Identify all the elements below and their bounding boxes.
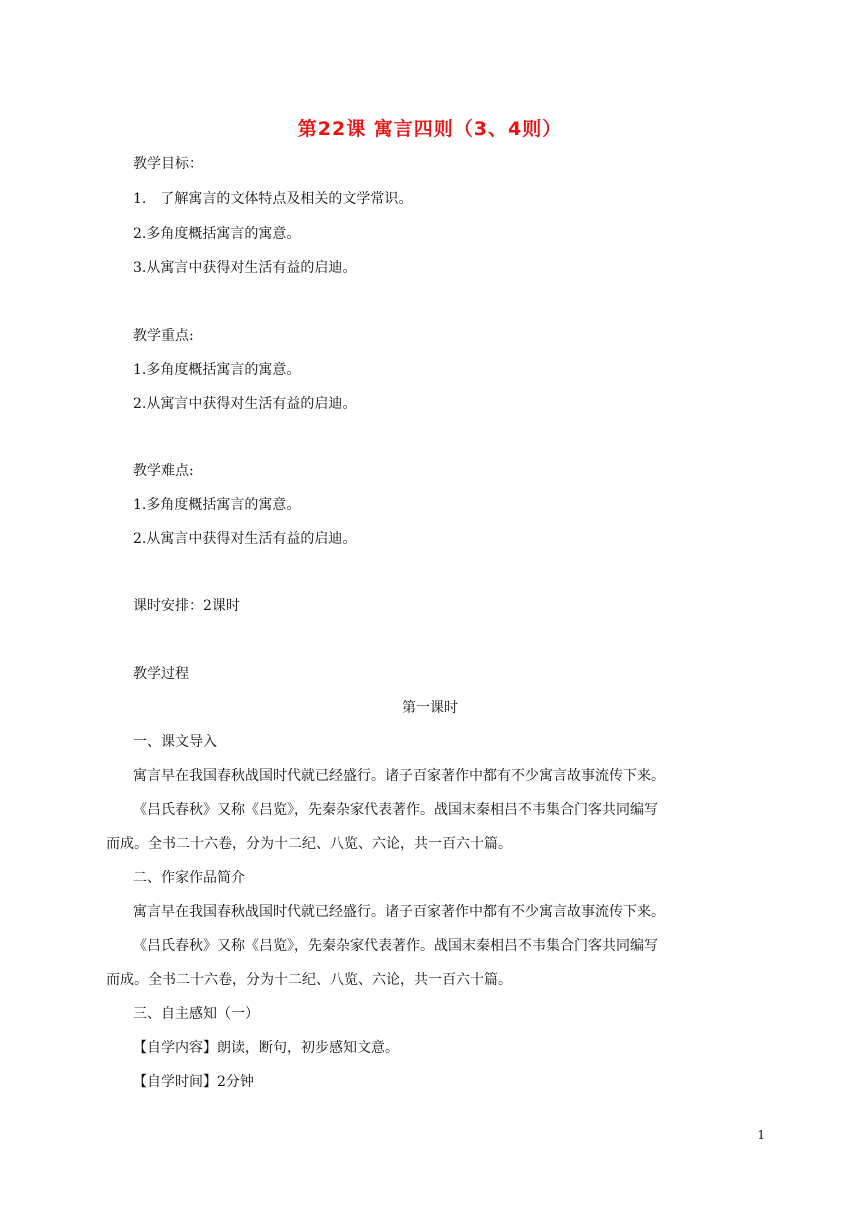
section1-paragraph: 《吕氏春秋》又称《吕览》，先秦杂家代表著作。战国末秦相吕不韦集合门客共同编写 xyxy=(133,802,658,818)
objective-item: 3.从寓言中获得对生活有益的启迪。 xyxy=(133,260,357,276)
difficulty-item: 2.从寓言中获得对生活有益的启迪。 xyxy=(133,531,357,547)
section2-paragraph-cont: 而成。全书二十六卷，分为十二纪、八览、六论，共一百六十篇。 xyxy=(106,972,512,988)
section2-paragraph: 《吕氏春秋》又称《吕览》，先秦杂家代表著作。战国末秦相吕不韦集合门客共同编写 xyxy=(133,938,658,954)
objective-item: 2.多角度概括寓言的寓意。 xyxy=(133,226,301,242)
page-number: 1 xyxy=(757,1128,765,1142)
section3-time: 【自学时间】2分钟 xyxy=(133,1074,254,1090)
difficulty-item: 1.多角度概括寓言的寓意。 xyxy=(133,497,301,513)
schedule-text: 课时安排：2课时 xyxy=(133,598,240,614)
lesson-heading: 第一课时 xyxy=(402,700,458,716)
process-heading: 教学过程 xyxy=(133,666,189,682)
section1-paragraph: 寓言早在我国春秋战国时代就已经盛行。诸子百家著作中都有不少寓言故事流传下来。 xyxy=(133,768,665,784)
section1-heading: 一、课文导入 xyxy=(133,734,217,750)
objectives-heading: 教学目标： xyxy=(133,156,203,172)
difficulties-heading: 教学难点: xyxy=(133,463,194,479)
section2-paragraph: 寓言早在我国春秋战国时代就已经盛行。诸子百家著作中都有不少寓言故事流传下来。 xyxy=(133,904,665,920)
page-title: 第22课 寓言四则（3、4则） xyxy=(297,118,563,140)
section2-heading: 二、作家作品简介 xyxy=(133,870,245,886)
key-point-item: 1.多角度概括寓言的寓意。 xyxy=(133,362,301,378)
section3-heading: 三、自主感知（一） xyxy=(133,1006,259,1022)
key-points-heading: 教学重点: xyxy=(133,328,194,344)
key-point-item: 2.从寓言中获得对生活有益的启迪。 xyxy=(133,396,357,412)
section1-paragraph-cont: 而成。全书二十六卷，分为十二纪、八览、六论，共一百六十篇。 xyxy=(106,836,512,852)
objective-item: 1. 了解寓言的文体特点及相关的文学常识。 xyxy=(133,191,413,207)
section3-content: 【自学内容】朗读，断句，初步感知文意。 xyxy=(133,1040,399,1056)
